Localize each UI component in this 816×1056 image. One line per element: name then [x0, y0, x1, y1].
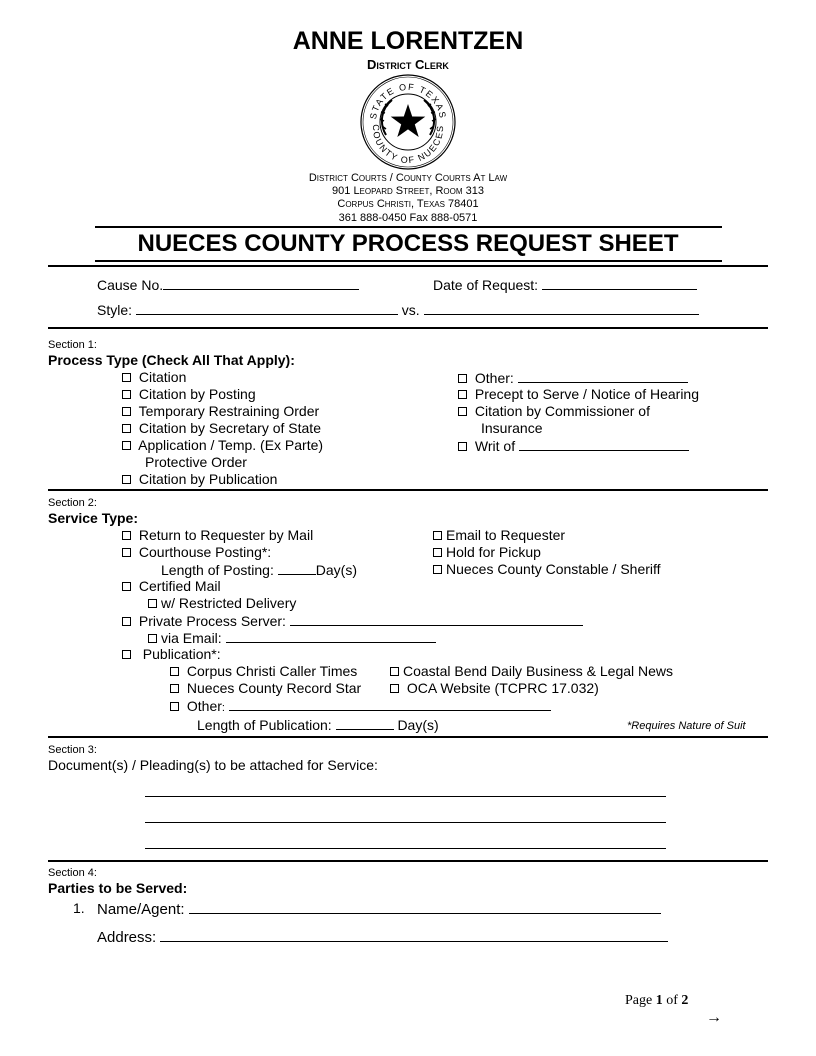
process-citation-publication[interactable]: Citation by Publication	[122, 471, 277, 487]
document-line-3[interactable]	[145, 848, 666, 849]
checkbox-icon[interactable]	[122, 650, 131, 659]
next-page-arrow-icon[interactable]: →	[706, 1009, 722, 1026]
pub-oca-website[interactable]: OCA Website (TCPRC 17.032)	[390, 680, 599, 696]
city-address: Corpus Christi, Texas 78401	[337, 198, 479, 210]
vs-label: vs.	[401, 302, 420, 318]
seal-top-text: STATE OF TEXAS	[368, 81, 448, 120]
process-citation-posting[interactable]: Citation by Posting	[122, 386, 256, 402]
service-constable-sheriff[interactable]: Nueces County Constable / Sheriff	[433, 561, 661, 577]
service-email-requester[interactable]: Email to Requester	[433, 527, 565, 543]
checkbox-icon[interactable]	[390, 684, 399, 693]
checkbox-icon[interactable]	[148, 599, 157, 608]
checkbox-icon[interactable]	[122, 617, 131, 626]
checkbox-icon[interactable]	[458, 442, 467, 451]
section1-heading: Process Type (Check All That Apply):	[48, 352, 295, 368]
date-label: Date of Request:	[433, 277, 539, 293]
page-number: Page 1 of 2	[625, 993, 689, 1008]
seal-bottom-text: COUNTY OF NUECES	[370, 124, 446, 166]
service-restricted-delivery[interactable]: w/ Restricted Delivery	[148, 595, 296, 611]
commissioner-cont: Insurance	[481, 420, 543, 436]
divider-section2	[48, 489, 768, 491]
checkbox-icon[interactable]	[122, 373, 131, 382]
title-rule-bottom	[95, 260, 722, 262]
clerk-title: District Clerk	[367, 57, 449, 72]
service-publication[interactable]: Publication*:	[122, 646, 221, 662]
style-label: Style:	[97, 302, 133, 318]
checkbox-icon[interactable]	[458, 374, 467, 383]
length-of-publication-field[interactable]: Length of Publication: Day(s)	[197, 717, 439, 733]
section2-heading: Service Type:	[48, 510, 139, 526]
checkbox-icon[interactable]	[170, 667, 179, 676]
checkbox-icon[interactable]	[122, 548, 131, 557]
checkbox-icon[interactable]	[433, 548, 442, 557]
clerk-name: ANNE LORENTZEN	[292, 27, 524, 55]
party-number: 1.	[73, 900, 85, 916]
process-secretary-of-state[interactable]: Citation by Secretary of State	[122, 420, 321, 436]
address-field[interactable]: Address:	[97, 927, 668, 946]
section2-label: Section 2:	[48, 497, 97, 509]
divider-section3	[48, 736, 768, 738]
divider-section1	[48, 327, 768, 329]
checkbox-icon[interactable]	[122, 441, 131, 450]
process-other[interactable]: Other:	[458, 369, 688, 386]
service-certified-mail[interactable]: Certified Mail	[122, 578, 221, 594]
section1-label: Section 1:	[48, 339, 97, 351]
service-courthouse-posting[interactable]: Courthouse Posting*:	[122, 544, 271, 560]
pub-other[interactable]: Other:	[170, 697, 551, 716]
protective-order-cont: Protective Order	[145, 454, 247, 470]
pub-caller-times[interactable]: Corpus Christi Caller Times	[170, 663, 357, 679]
process-tro[interactable]: Temporary Restraining Order	[122, 403, 319, 419]
service-private-server[interactable]: Private Process Server:	[122, 612, 583, 629]
section4-label: Section 4:	[48, 867, 97, 879]
checkbox-icon[interactable]	[390, 667, 399, 676]
page-title: NUECES COUNTY PROCESS REQUEST SHEET	[137, 230, 679, 257]
section3-label: Section 3:	[48, 744, 97, 756]
checkbox-icon[interactable]	[122, 390, 131, 399]
pub-record-star[interactable]: Nueces County Record Star	[170, 680, 361, 696]
document-line-2[interactable]	[145, 822, 666, 823]
divider-top	[48, 265, 768, 267]
process-protective-order[interactable]: Application / Temp. (Ex Parte)	[122, 437, 323, 453]
cause-no-field[interactable]	[97, 276, 359, 293]
checkbox-icon[interactable]	[122, 582, 131, 591]
title-rule-top	[95, 226, 722, 228]
document-line-1[interactable]	[145, 796, 666, 797]
section3-heading: Document(s) / Pleading(s) to be attached for Service:	[48, 757, 378, 773]
texas-seal-icon	[359, 73, 457, 171]
service-via-email[interactable]: via Email:	[148, 629, 436, 646]
process-commissioner[interactable]: Citation by Commissioner of	[458, 403, 650, 419]
service-hold-pickup[interactable]: Hold for Pickup	[433, 544, 541, 560]
process-precept[interactable]: Precept to Serve / Notice of Hearing	[458, 386, 699, 402]
checkbox-icon[interactable]	[458, 390, 467, 399]
phone-fax: 361 888-0450 Fax 888-0571	[338, 212, 478, 224]
checkbox-icon[interactable]	[148, 634, 157, 643]
section4-heading: Parties to be Served:	[48, 880, 188, 896]
checkbox-icon[interactable]	[433, 531, 442, 540]
process-writ[interactable]: Writ of	[458, 437, 689, 454]
checkbox-icon[interactable]	[170, 684, 179, 693]
service-return-mail[interactable]: Return to Requester by Mail	[122, 527, 313, 543]
process-citation[interactable]: Citation	[122, 369, 186, 385]
style-field[interactable]	[97, 301, 699, 318]
nature-of-suit-note: *Requires Nature of Suit	[627, 720, 746, 732]
checkbox-icon[interactable]	[122, 531, 131, 540]
date-of-request-field[interactable]	[433, 276, 697, 293]
divider-section4	[48, 860, 768, 862]
length-of-posting-field[interactable]: Length of Posting: Day(s)	[161, 562, 357, 578]
courts-line: District Courts / County Courts At Law	[308, 172, 508, 184]
checkbox-icon[interactable]	[122, 424, 131, 433]
checkbox-icon[interactable]	[170, 702, 179, 711]
checkbox-icon[interactable]	[433, 565, 442, 574]
checkbox-icon[interactable]	[458, 407, 467, 416]
checkbox-icon[interactable]	[122, 407, 131, 416]
name-agent-field[interactable]: Name/Agent:	[97, 899, 661, 918]
pub-coastal-bend[interactable]: Coastal Bend Daily Business & Legal News	[390, 663, 673, 679]
checkbox-icon[interactable]	[122, 475, 131, 484]
street-address: 901 Leopard Street, Room 313	[332, 185, 484, 197]
cause-no-label: Cause No.	[97, 277, 164, 293]
